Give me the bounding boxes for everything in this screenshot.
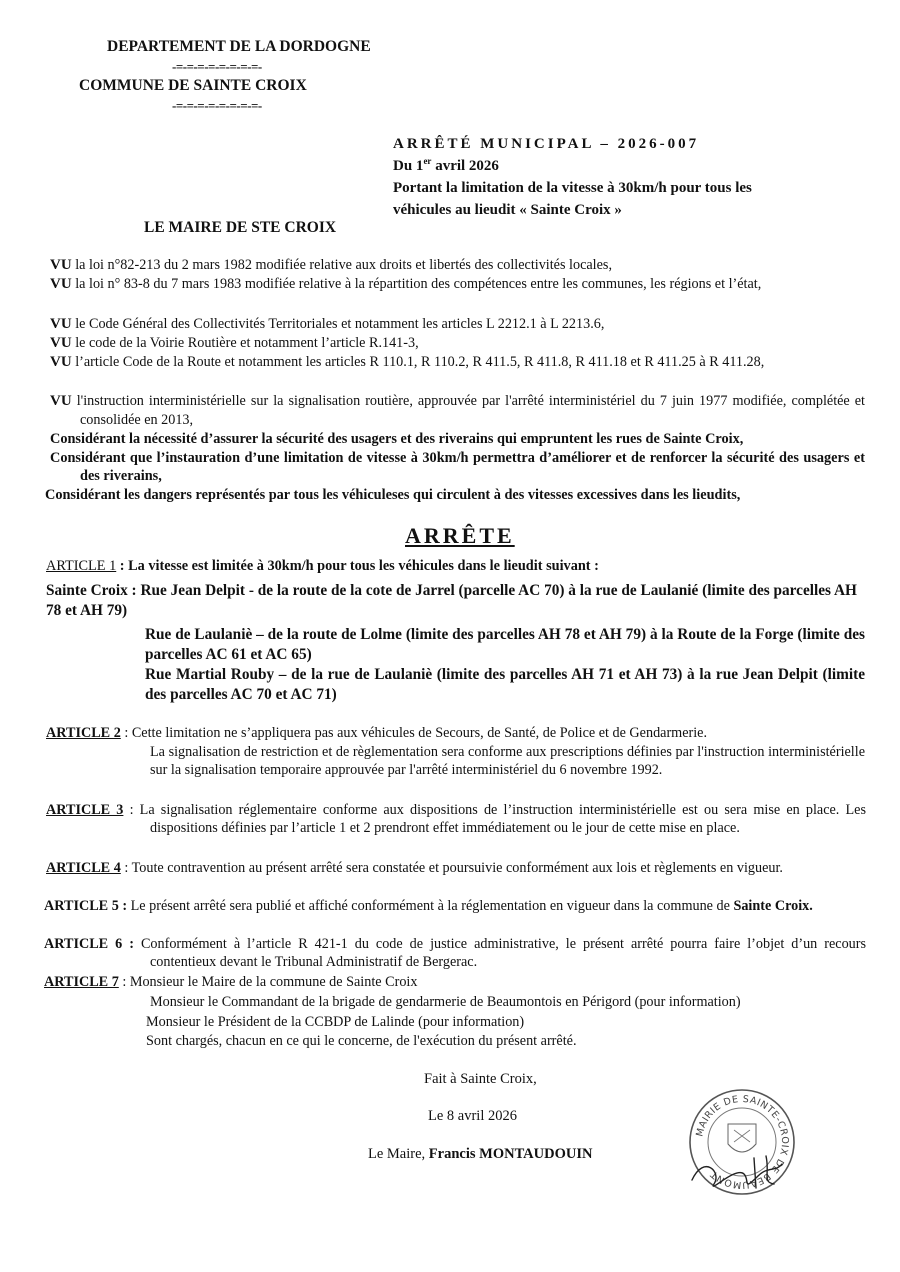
vu-item: VU le Code Général des Collectivités Territoriales et notamment les articles L 2212.1 à L 2213.6, [50, 316, 605, 332]
article-2-paragraph: La signalisation de restriction et de règlementation sera conforme aux prescriptions définies par l'instruction interministérielle sur la signalisation temporaire approuvée par l'arrêté interministériel du 6 novembre 1992. [150, 744, 865, 778]
header-separator: -=-=-=-=-=-=-=-=- [172, 98, 262, 113]
vu-item: VU l’article Code de la Route et notamment les articles R 110.1, R 110.2, R 411.5, R 411.8, R 411.18 et R 411.25 à R 411.28, [50, 354, 765, 370]
commune-heading: COMMUNE DE SAINTE CROIX [79, 77, 307, 94]
article-1-street: Sainte Croix : Rue Jean Delpit - de la route de la cote de Jarrel (parcelle AC 70) à la rue de Laulanié (limite des parcelles AH 78 et AH 79) [46, 582, 857, 619]
arrete-subject-line2: véhicules au lieudit « Sainte Croix » [393, 202, 622, 218]
signature-place: Fait à Sainte Croix, [424, 1071, 537, 1087]
stamp-inner-ring [708, 1108, 776, 1176]
article-7-line: ARTICLE 7 : Monsieur le Maire de la commune de Sainte Croix [44, 974, 418, 990]
article-7-line: Monsieur le Commandant de la brigade de gendarmerie de Beaumontois en Périgord (pour information) [150, 994, 741, 1010]
vu-item: VU l'instruction interministérielle sur la signalisation routière, approuvée par l'arrêté interministériel du 7 juin 1977 modifiée, complétée et consolidée en 2013, [50, 393, 865, 428]
maire-heading: LE MAIRE DE STE CROIX [144, 219, 337, 236]
signature-date: Le 8 avril 2026 [428, 1108, 517, 1124]
stamp-crest-icon [728, 1124, 756, 1152]
article-5-label: ARTICLE 5 : [44, 898, 131, 914]
signature-line: Le Maire, Francis MONTAUDOUIN [368, 1146, 593, 1162]
article-7-label: ARTICLE 7 [44, 974, 119, 990]
header-separator: -=-=-=-=-=-=-=-=- [172, 59, 262, 74]
considerant-item: Considérant les dangers représentés par tous les véhiculeses qui circulent à des vitesses excessives dans les lieudits, [45, 487, 741, 503]
article-2-line: ARTICLE 2 : Cette limitation ne s’appliquera pas aux véhicules de Secours, de Santé, de Police et de Gendarmerie. [46, 725, 708, 741]
arrete-heading: ARRÊTE [405, 523, 515, 548]
vu-item: VU le code de la Voirie Routière et notamment l’article R.141-3, [50, 335, 419, 351]
article-3-label: ARTICLE 3 [46, 802, 124, 818]
article-6-label: ARTICLE 6 : [44, 936, 141, 952]
vu-item: VU la loi n°82-213 du 2 mars 1982 modifiée relative aux droits et libertés des collectivités locales, [50, 257, 612, 273]
article-2-label: ARTICLE 2 [46, 725, 121, 741]
arrete-number: ARRÊTÉ MUNICIPAL – 2026-007 [393, 136, 700, 152]
article-7-line: Sont chargés, chacun en ce qui le concerne, de l'exécution du présent arrêté. [146, 1033, 577, 1049]
stamp-text: MAIRIE DE SAINTE-CROIX DE BEAUMONT [694, 1093, 791, 1191]
stamp-outer-ring [690, 1090, 794, 1194]
article-6-text: ARTICLE 6 : Conformément à l’article R 421-1 du code de justice administrative, le présent arrêté pourra faire l’objet d’un recours contentieux devant le Tribunal Administratif de Bergerac. [44, 936, 866, 970]
department-heading: DEPARTEMENT DE LA DORDOGNE [107, 38, 371, 55]
vu-item: VU la loi n° 83-8 du 7 mars 1983 modifiée relative à la répartition des compétences entre les communes, les régions et l’état, [50, 276, 762, 292]
article-1-intro: ARTICLE 1 : La vitesse est limitée à 30km/h pour tous les véhicules dans le lieudit suivant : [46, 558, 599, 574]
article-3-text: ARTICLE 3 : La signalisation réglementaire conforme aux dispositions de l’instruction interministérielle est ou sera mise en place. Les dispositions définies par l’article 1 et 2 prendront effet immédiatement ou le jour de cette mise en place. [46, 802, 866, 836]
article-4-text: ARTICLE 4 : Toute contravention au présent arrêté sera constatée et poursuivie conformément aux lois et règlements en vigueur. [46, 860, 783, 876]
article-7-line: Monsieur le Président de la CCBDP de Lalinde (pour information) [146, 1014, 525, 1030]
considerant-item: Considérant la nécessité d’assurer la sécurité des usagers et des riverains qui empruntent les rues de Sainte Croix, [50, 431, 744, 447]
article-1-label: ARTICLE 1 [46, 558, 117, 574]
arrete-date: Du 1er avril 2026 [393, 156, 499, 174]
article-4-label: ARTICLE 4 [46, 860, 121, 876]
stamp-cross-icon [734, 1130, 750, 1142]
arrete-subject-line1: Portant la limitation de la vitesse à 30km/h pour tous les [393, 180, 752, 196]
mairie-stamp [684, 1084, 800, 1200]
considerant-item: Considérant que l’instauration d’une limitation de vitesse à 30km/h permettra d’améliorer et de renforcer la sécurité des usagers et des riverains, [50, 450, 865, 484]
article-1-street: Rue de Laulaniè – de la route de Lolme (limite des parcelles AH 78 et AH 79) à la Route de la Forge (limite des parcelles AC 61 et AC 65) [145, 626, 865, 663]
article-5-text: ARTICLE 5 : Le présent arrêté sera publié et affiché conformément à la réglementation en vigueur dans la commune de Sainte Croix. [44, 898, 813, 914]
article-1-street: Rue Martial Rouby – de la rue de Laulaniè (limite des parcelles AH 71 et AH 73) à la rue Jean Delpit (limite des parcelles AC 70 et AC 71) [145, 666, 865, 703]
